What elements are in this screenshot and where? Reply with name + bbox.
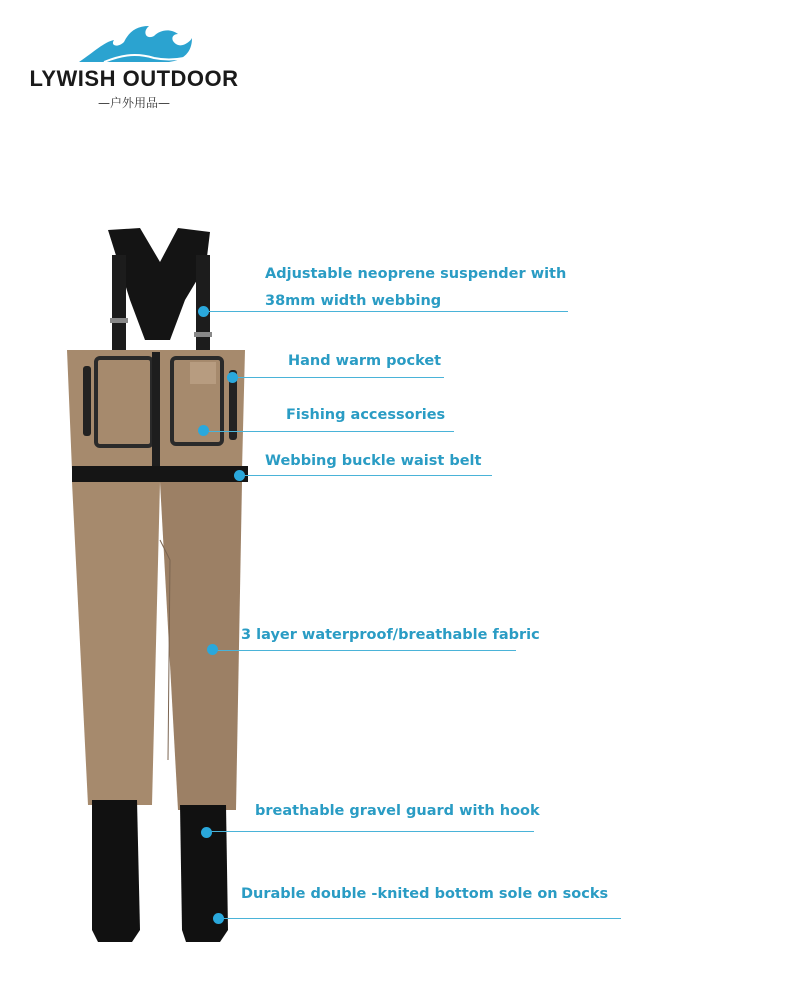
callout-line bbox=[203, 311, 568, 312]
callout-fabric: 3 layer waterproof/breathable fabric bbox=[241, 627, 540, 643]
callout-dot bbox=[227, 372, 238, 383]
callout-dot bbox=[201, 827, 212, 838]
callout-dot bbox=[213, 913, 224, 924]
callout-line bbox=[218, 918, 621, 919]
callout-suspender-line2: 38mm width webbing bbox=[265, 293, 442, 309]
callout-dot bbox=[198, 425, 209, 436]
callout-line bbox=[203, 431, 454, 432]
brand-subtitle: —户外用品— bbox=[97, 96, 170, 110]
callout-dot bbox=[198, 306, 209, 317]
callout-line bbox=[232, 377, 444, 378]
callout-dot bbox=[207, 644, 218, 655]
callout-line bbox=[239, 475, 492, 476]
brand-name: LYWISH OUTDOOR bbox=[29, 66, 239, 91]
callout-hand-warm-pocket: Hand warm pocket bbox=[288, 353, 442, 369]
callout-waist-belt: Webbing buckle waist belt bbox=[265, 453, 482, 469]
callout-suspender-line1: Adjustable neoprene suspender with bbox=[265, 266, 567, 282]
callout-fishing-accessories: Fishing accessories bbox=[286, 407, 446, 423]
callout-line bbox=[206, 831, 534, 832]
callout-gravel-guard: breathable gravel guard with hook bbox=[255, 803, 540, 819]
callout-dot bbox=[234, 470, 245, 481]
callout-line bbox=[212, 650, 516, 651]
callout-sock-sole: Durable double -knited bottom sole on socks bbox=[241, 886, 609, 902]
